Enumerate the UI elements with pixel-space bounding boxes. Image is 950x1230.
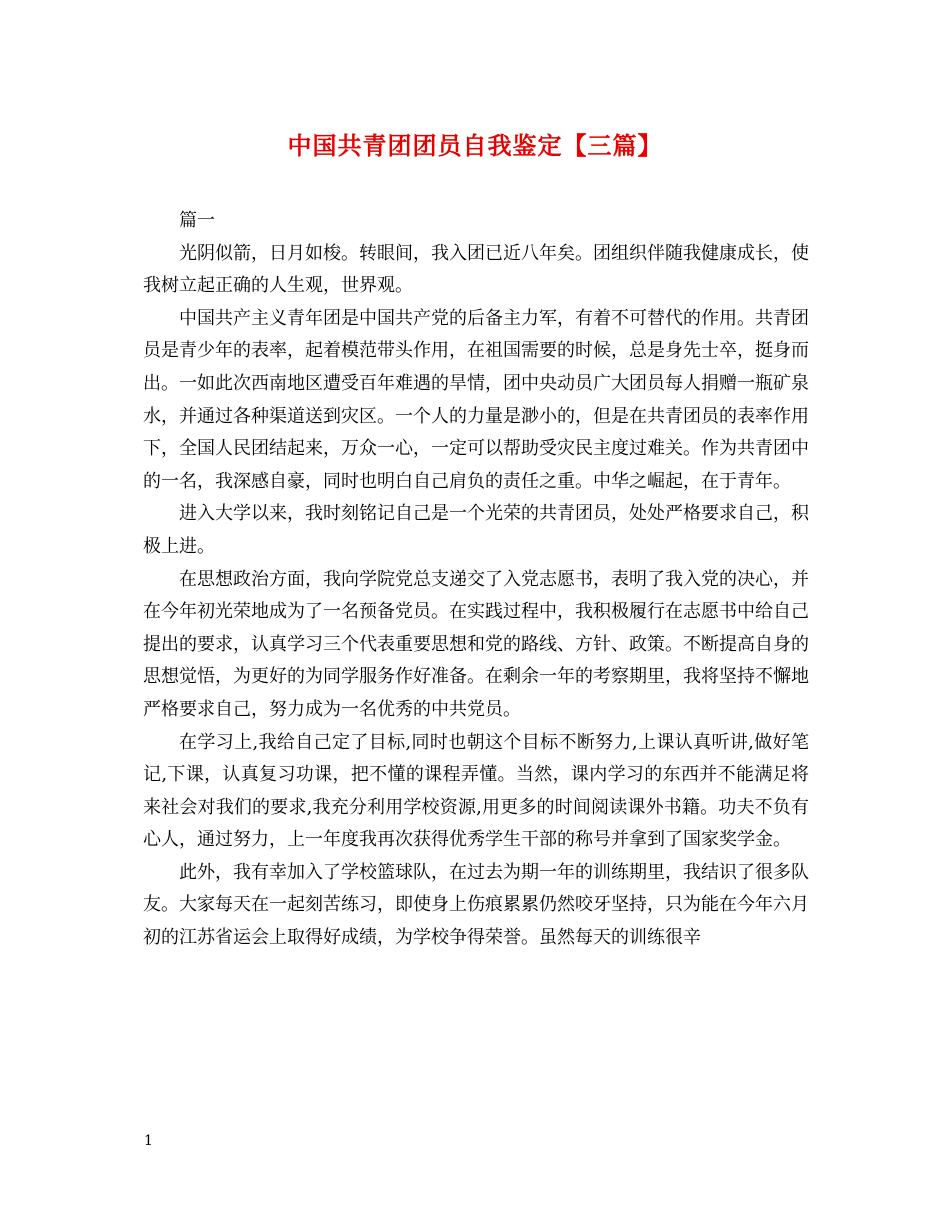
paragraph: 在思想政治方面，我向学院党总支递交了入党志愿书，表明了我入党的决心，并在今年初光荣地成为了一名预备党员。在实践过程中，我积极履行在志愿书中给自己提出的要求，认真学习三个代表重要思想和党的路线、方针、政策。不断提高自身的思想觉悟，为更好的为同学服务作好准备。在剩余一年的考察期里，我将坚持不懈地严格要求自己，努力成为一名优秀的中共党员。 [143,568,809,720]
paragraph: 进入大学以来，我时刻铭记自己是一个光荣的共青团员，处处严格要求自己，积极上进。 [143,503,809,557]
page-number: 1 [144,1133,153,1149]
document-title: 中国共青团团员自我鉴定【三篇】 [287,131,663,160]
document-body [143,205,809,955]
section-heading: 篇一 [179,210,215,231]
paragraph: 光阴似箭，日月如梭。转眼间，我入团已近八年矣。团组织伴随我健康成长，使我树立起正确的人生观，世界观。 [143,242,809,297]
paragraph: 此外，我有幸加入了学校篮球队，在过去为期一年的训练期里，我结识了很多队友。大家每天在一起刻苦练习，即使身上伤痕累累仍然咬牙坚持，只为能在今年六月初的江苏省运会上取得好成绩，为学校争得荣誉。虽然每天的训练很辛 [143,861,809,949]
paragraph: 在学习上,我给自己定了目标,同时也朝这个目标不断努力,上课认真听讲,做好笔记,下课，认真复习功课，把不懂的课程弄懂。当然，课内学习的东西并不能满足将来社会对我们的要求,我充分利用学校资源,用更多的时间阅读课外书籍。功夫不负有心人，通过努力，上一年度我再次获得优秀学生干部的称号并拿到了国家奖学金。 [143,731,809,851]
paragraph: 中国共产主义青年团是中国共产党的后备主力军，有着不可替代的作用。共青团员是青少年的表率，起着模范带头作用，在祖国需要的时候，总是身先士卒，挺身而出。一如此次西南地区遭受百年难遇的旱情，团中央动员广大团员每人捐赠一瓶矿泉水，并通过各种渠道送到灾区。一个人的力量是渺小的，但是在共青团员的表率作用下，全国人民团结起来，万众一心，一定可以帮助受灾民主度过难关。作为共青团中的一名，我深感自豪，同时也明白自己肩负的责任之重。中华之崛起，在于青年。 [143,307,809,492]
